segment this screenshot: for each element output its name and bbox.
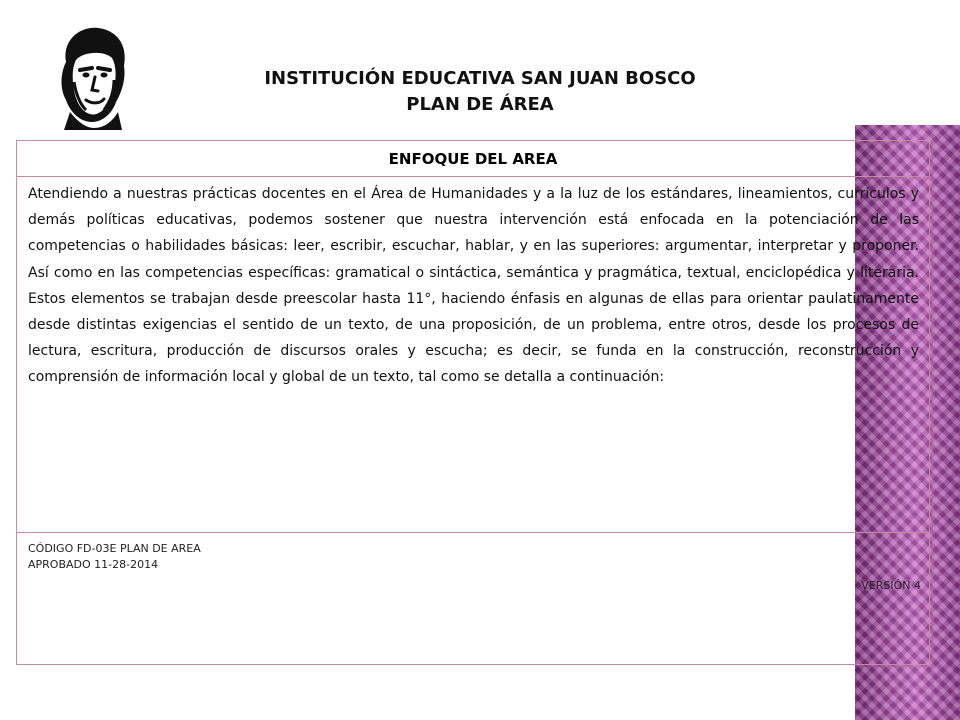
page-header <box>180 66 780 118</box>
plan-title: PLAN DE ÁREA <box>406 94 554 115</box>
approval-date: APROBADO 11-28-2014 <box>28 558 159 571</box>
section-title: ENFOQUE DEL AREA <box>17 141 929 177</box>
institution-title: INSTITUCIÓN EDUCATIVA SAN JUAN BOSCO <box>264 68 696 89</box>
section-body-text: Atendiendo a nuestras prácticas docentes en el Área de Humanidades y a la luz de los estándares, lineamientos, currículos y demás políticas educativas, podemos sostener que nuestra intervención está enfocada en la potenciación de las competencias o habilidades básicas: leer, escribir, escuchar, hablar, y en las superiores: argumentar, interpretar y proponer. Así como en las competencias específicas: gramatical o sintáctica, semántica y pragmática, textual, enciclopédica y literaria. Estos elementos se trabajan desde preescolar hasta 11°, haciendo énfasis en algunas de ellas para orientar paulatinamente desde distintas exigencias el sentido de un texto, de una proposición, de un problema, entre otros, desde los procesos de lectura, escritura, producción de discursos orales y escucha; es decir, se funda en la construcción, reconstrucción y comprensión de información local y global de un texto, tal como se detalla a continuación: <box>28 186 919 386</box>
footer-cell <box>17 533 929 664</box>
section-body-cell <box>17 177 929 533</box>
document-code: CÓDIGO FD-03E PLAN DE AREA <box>28 542 201 555</box>
document-version: VERSIÓN 4 <box>861 579 921 592</box>
content-table <box>16 140 930 665</box>
don-bosco-portrait-icon <box>52 22 134 130</box>
